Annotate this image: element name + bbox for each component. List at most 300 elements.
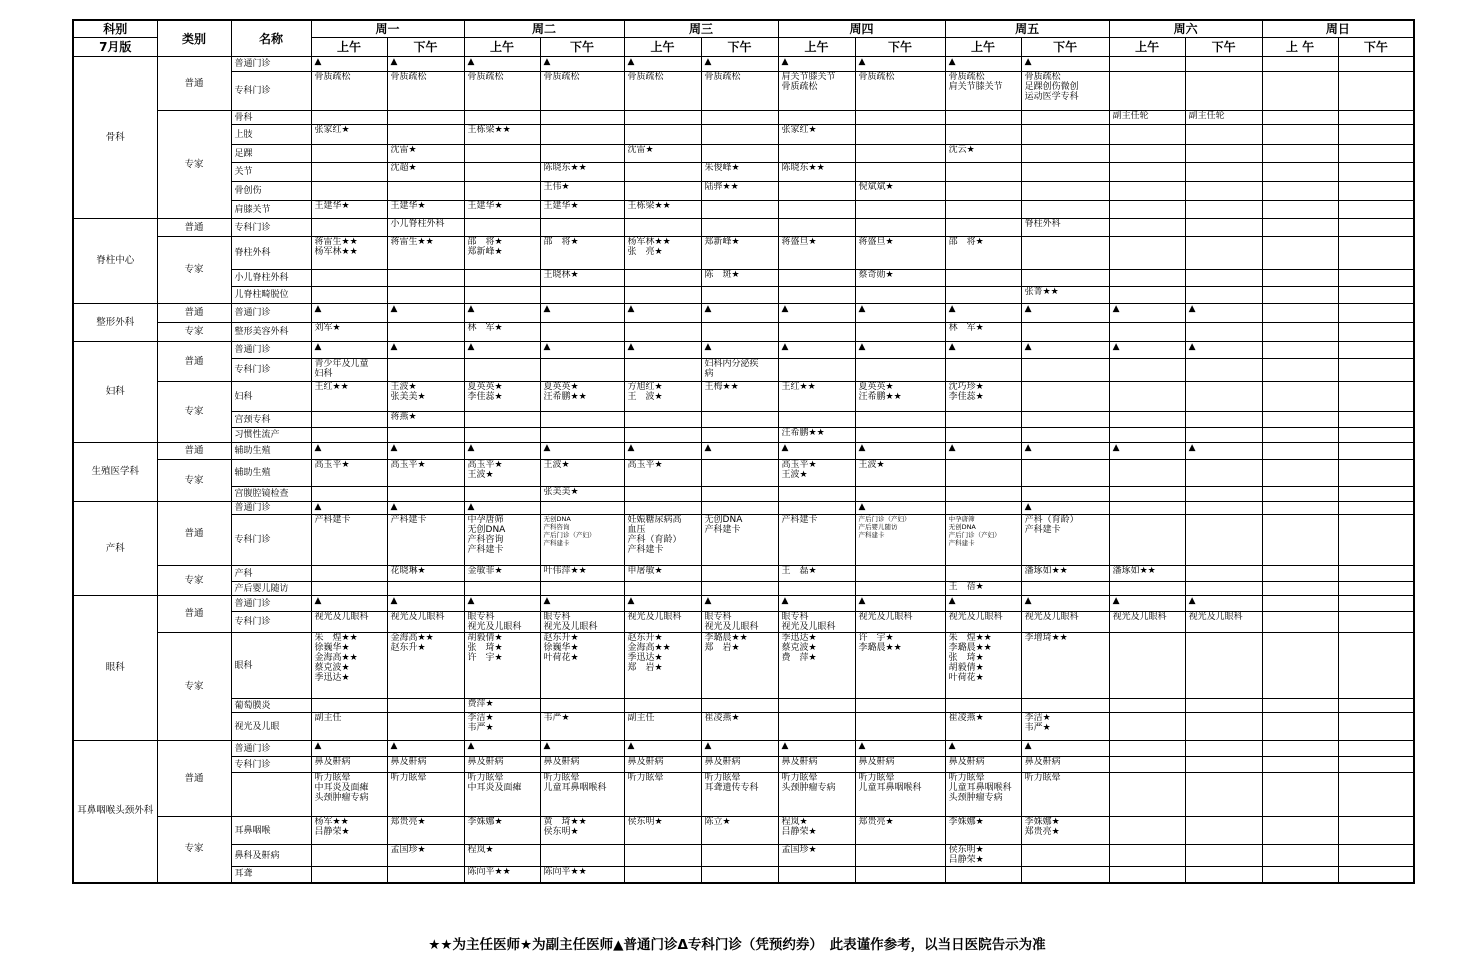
table-row: [73, 287, 1414, 304]
schedule-cell: [701, 145, 778, 163]
schedule-cell: [624, 237, 701, 270]
schedule-cell: [624, 867, 701, 883]
schedule-cell: [540, 359, 624, 382]
schedule-line: 产科建卡: [858, 531, 885, 539]
schedule-cell: 鼻及鼾病: [778, 757, 855, 773]
schedule-line: 夏英英★: [467, 382, 503, 392]
schedule-cell: [855, 582, 945, 596]
schedule-cell: ▲: [464, 502, 540, 515]
schedule-cell: 陈向平★★: [540, 867, 624, 883]
table-row: [73, 270, 1414, 287]
schedule-line: 妊娠糖尿病高: [627, 515, 682, 525]
schedule-cell: [1338, 582, 1414, 596]
schedule-cell: ▲: [540, 304, 624, 323]
schedule-line: 产科建卡: [627, 545, 664, 555]
schedule-cell: ▲: [1109, 596, 1185, 612]
table-row: [73, 72, 1414, 111]
schedule-cell: [1109, 817, 1185, 845]
schedule-cell: 骨质疏松: [387, 72, 464, 111]
schedule-cell: 视光及儿眼科: [1021, 612, 1109, 633]
schedule-cell: [311, 111, 387, 125]
schedule-cell: [1338, 428, 1414, 443]
schedule-cell: [387, 867, 464, 883]
schedule-cell: 听力眩晕: [1021, 773, 1109, 817]
schedule-cell: [778, 182, 855, 201]
schedule-cell: [1021, 270, 1109, 287]
schedule-line: 邵 将★: [467, 237, 503, 247]
table-row: [73, 741, 1414, 757]
schedule-cell: [778, 699, 855, 713]
schedule-cell: ▲: [540, 443, 624, 460]
schedule-line: 夏英英★: [543, 382, 579, 392]
schedule-cell: [778, 145, 855, 163]
schedule-cell: ▲: [387, 443, 464, 460]
schedule-cell: 陈向平★★: [464, 867, 540, 883]
clinic-name: 葡萄膜炎: [231, 699, 311, 713]
schedule-line: 产科建卡: [1024, 525, 1061, 535]
schedule-cell: ▲: [855, 342, 945, 359]
schedule-cell: [855, 412, 945, 428]
schedule-line: 无创DNA: [704, 515, 743, 525]
clinic-name: 普通门诊: [231, 342, 311, 359]
schedule-line: 叶荷花★: [948, 673, 984, 683]
schedule-cell: ▲: [464, 741, 540, 757]
schedule-cell: [464, 145, 540, 163]
schedule-cell: [945, 219, 1021, 237]
table-row: [73, 237, 1414, 270]
schedule-cell: [1338, 566, 1414, 582]
schedule-cell: 视光及儿眼科: [624, 612, 701, 633]
clinic-type: 专家: [157, 237, 231, 304]
schedule-line: 中耳炎及面瘫: [467, 783, 522, 793]
schedule-cell: [1109, 182, 1185, 201]
schedule-cell: [624, 487, 701, 502]
schedule-line: 赵东升★: [543, 633, 579, 643]
schedule-line: 杨军林★★: [627, 237, 671, 247]
schedule-line: 金海高★★: [627, 643, 671, 653]
schedule-cell: [778, 359, 855, 382]
schedule-cell: 王建华★: [540, 201, 624, 219]
schedule-cell: 王 磊★: [778, 566, 855, 582]
schedule-cell: [778, 72, 855, 111]
schedule-cell: [1262, 57, 1338, 72]
schedule-cell: [1262, 612, 1338, 633]
schedule-cell: 蒋燕★: [387, 412, 464, 428]
clinic-type: 普通: [157, 57, 231, 111]
schedule-cell: 鼻及鼾病: [464, 757, 540, 773]
schedule-line: 徐巍华★: [543, 643, 579, 653]
schedule-cell: [464, 382, 540, 412]
header-day-sat: 周六: [1109, 20, 1262, 38]
schedule-cell: [778, 633, 855, 699]
schedule-cell: [464, 633, 540, 699]
schedule-cell: [464, 359, 540, 382]
schedule-cell: ▲: [778, 57, 855, 72]
schedule-cell: [1262, 633, 1338, 699]
schedule-cell: [624, 515, 701, 566]
schedule-cell: [701, 515, 778, 566]
schedule-cell: ▲: [387, 502, 464, 515]
clinic-name: 专科门诊: [231, 359, 311, 382]
schedule-line: 程岚★: [781, 817, 808, 827]
schedule-line: 产科咨询: [543, 523, 570, 531]
schedule-line: 骨质疏松: [781, 82, 818, 92]
schedule-cell: [945, 428, 1021, 443]
header-mon-pm: 下午: [387, 38, 464, 57]
schedule-cell: [1021, 817, 1109, 845]
schedule-cell: ▲: [701, 596, 778, 612]
schedule-cell: [945, 287, 1021, 304]
schedule-line: 头颈肿瘤专病: [948, 793, 1003, 803]
schedule-cell: [624, 219, 701, 237]
schedule-line: 听力眩晕: [543, 773, 580, 783]
schedule-cell: ▲: [387, 741, 464, 757]
schedule-cell: [311, 359, 387, 382]
schedule-cell: [1185, 219, 1262, 237]
schedule-cell: [855, 845, 945, 867]
schedule-cell: ▲: [945, 342, 1021, 359]
clinic-roster-table: [72, 19, 1415, 884]
schedule-line: 韦严★: [1024, 723, 1051, 733]
schedule-cell: [1262, 125, 1338, 145]
schedule-cell: 潘琢如★★: [1109, 566, 1185, 582]
schedule-cell: ▲: [701, 304, 778, 323]
clinic-name: 习惯性流产: [231, 428, 311, 443]
clinic-name: 耳鼻咽喉: [231, 817, 311, 845]
schedule-cell: [540, 412, 624, 428]
table-row: [73, 304, 1414, 323]
schedule-cell: [540, 817, 624, 845]
clinic-name: 足踝: [231, 145, 311, 163]
schedule-cell: [311, 182, 387, 201]
schedule-cell: [945, 72, 1021, 111]
clinic-name: 小儿脊柱外科: [231, 270, 311, 287]
schedule-line: 侯东明★: [948, 845, 984, 855]
schedule-cell: [1262, 845, 1338, 867]
schedule-cell: [778, 111, 855, 125]
schedule-cell: [1262, 219, 1338, 237]
schedule-line: 高玉平★: [781, 460, 817, 470]
schedule-cell: [464, 287, 540, 304]
schedule-cell: [540, 502, 624, 515]
schedule-cell: [1262, 713, 1338, 741]
schedule-cell: [1109, 460, 1185, 487]
schedule-cell: [1185, 502, 1262, 515]
table-row: [73, 443, 1414, 460]
schedule-cell: [464, 163, 540, 182]
schedule-cell: [311, 412, 387, 428]
table-row: [73, 699, 1414, 713]
schedule-cell: 副主任轮: [1109, 111, 1185, 125]
schedule-line: 产科（育龄）: [627, 535, 682, 545]
clinic-type: 专家: [157, 323, 231, 342]
table-row: [73, 145, 1414, 163]
schedule-cell: [1262, 817, 1338, 845]
schedule-line: 听力眩晕: [314, 773, 351, 783]
table-row: [73, 219, 1414, 237]
schedule-cell: [1185, 713, 1262, 741]
schedule-cell: [540, 699, 624, 713]
schedule-cell: [778, 817, 855, 845]
schedule-cell: 陈晓东★★: [778, 163, 855, 182]
schedule-cell: [1338, 237, 1414, 270]
schedule-cell: ▲: [778, 443, 855, 460]
schedule-cell: [1185, 382, 1262, 412]
schedule-cell: [540, 145, 624, 163]
schedule-cell: [945, 111, 1021, 125]
schedule-cell: [945, 163, 1021, 182]
schedule-cell: 侯东明★: [624, 817, 701, 845]
schedule-cell: [701, 287, 778, 304]
schedule-cell: [945, 773, 1021, 817]
schedule-line: 侯东明★: [543, 827, 579, 837]
schedule-cell: [387, 713, 464, 741]
schedule-cell: [701, 412, 778, 428]
schedule-cell: 陈立★: [701, 817, 778, 845]
schedule-cell: [624, 270, 701, 287]
clinic-name: 专科门诊: [231, 72, 311, 111]
schedule-cell: [1021, 145, 1109, 163]
schedule-line: 无创DNA: [948, 523, 976, 531]
schedule-line: 方旭红★: [627, 382, 663, 392]
schedule-line: 汪希鹏★★: [543, 392, 587, 402]
schedule-cell: ▲: [540, 342, 624, 359]
schedule-cell: [1185, 125, 1262, 145]
schedule-cell: 王建华★: [464, 201, 540, 219]
header-tue-pm: 下午: [540, 38, 624, 57]
schedule-cell: [1021, 845, 1109, 867]
schedule-line: 病: [704, 369, 714, 379]
schedule-cell: [1338, 757, 1414, 773]
table-row: [73, 201, 1414, 219]
schedule-line: 高玉平★: [467, 460, 503, 470]
schedule-cell: [778, 270, 855, 287]
table-row: [73, 515, 1414, 566]
schedule-cell: [1021, 359, 1109, 382]
schedule-cell: [387, 487, 464, 502]
schedule-cell: 李增琦★★: [1021, 633, 1109, 699]
clinic-name: 产科: [231, 566, 311, 582]
schedule-line: 费 萍★: [781, 653, 817, 663]
schedule-cell: [1109, 270, 1185, 287]
schedule-cell: [1021, 163, 1109, 182]
schedule-cell: [1338, 287, 1414, 304]
schedule-cell: 程岚★: [464, 845, 540, 867]
schedule-cell: 鼻及鼾病: [701, 757, 778, 773]
schedule-cell: [855, 773, 945, 817]
schedule-cell: [701, 845, 778, 867]
schedule-cell: ▲: [945, 741, 1021, 757]
schedule-cell: [624, 163, 701, 182]
schedule-cell: ▲: [387, 304, 464, 323]
schedule-cell: [778, 219, 855, 237]
header-day-mon: 周一: [311, 20, 464, 38]
schedule-cell: ▲: [701, 741, 778, 757]
schedule-cell: ▲: [1185, 443, 1262, 460]
schedule-line: 运动医学专科: [1024, 92, 1079, 102]
schedule-cell: [1262, 163, 1338, 182]
schedule-cell: [311, 633, 387, 699]
table-row: [73, 111, 1414, 125]
table-row: [73, 817, 1414, 845]
table-row: [73, 359, 1414, 382]
schedule-line: 王波★: [467, 470, 494, 480]
schedule-cell: [540, 428, 624, 443]
schedule-cell: [778, 612, 855, 633]
schedule-line: 朱 煌★★: [948, 633, 992, 643]
schedule-cell: 朱俊峰★: [701, 163, 778, 182]
clinic-name: 眼科: [231, 633, 311, 699]
schedule-cell: ▲: [624, 342, 701, 359]
schedule-cell: ▲: [464, 57, 540, 72]
schedule-cell: 副主任: [311, 713, 387, 741]
clinic-name: 普通门诊: [231, 304, 311, 323]
schedule-cell: 林 军★: [464, 323, 540, 342]
schedule-line: 中孕唐筛: [948, 515, 975, 523]
schedule-cell: [1109, 845, 1185, 867]
clinic-name: 专科门诊: [231, 612, 311, 633]
schedule-cell: 叶伟萍★★: [540, 566, 624, 582]
schedule-cell: [778, 201, 855, 219]
schedule-cell: 鼻及鼾病: [540, 757, 624, 773]
schedule-cell: [1262, 323, 1338, 342]
schedule-cell: [855, 163, 945, 182]
schedule-cell: [1109, 57, 1185, 72]
dept-name: 妇科: [73, 342, 157, 443]
schedule-cell: [1338, 867, 1414, 883]
table-row: [73, 182, 1414, 201]
table-row: [73, 773, 1414, 817]
schedule-cell: [1185, 699, 1262, 713]
schedule-cell: 高玉平★: [387, 460, 464, 487]
schedule-cell: [701, 582, 778, 596]
schedule-cell: [1338, 359, 1414, 382]
schedule-cell: [1021, 382, 1109, 412]
schedule-line: 徐巍华★: [314, 643, 350, 653]
schedule-line: 眼专科: [704, 612, 732, 622]
clinic-type: 普通: [157, 596, 231, 633]
schedule-cell: [1109, 145, 1185, 163]
schedule-cell: [1109, 633, 1185, 699]
schedule-cell: 邵 将★: [540, 237, 624, 270]
schedule-line: 头颈肿瘤专病: [314, 793, 369, 803]
header-day-tue: 周二: [464, 20, 624, 38]
schedule-cell: [945, 412, 1021, 428]
schedule-cell: [1021, 487, 1109, 502]
clinic-type: 普通: [157, 741, 231, 817]
schedule-cell: [1262, 182, 1338, 201]
schedule-cell: 视光及儿眼科: [311, 612, 387, 633]
schedule-cell: [855, 287, 945, 304]
schedule-line: 无创DNA: [467, 525, 506, 535]
schedule-line: 头颈肿瘤专病: [781, 783, 836, 793]
header-sat-am: 上午: [1109, 38, 1185, 57]
schedule-cell: [1262, 773, 1338, 817]
schedule-cell: 王梅★★: [701, 382, 778, 412]
schedule-cell: ▲: [311, 304, 387, 323]
schedule-cell: [624, 382, 701, 412]
schedule-cell: [1262, 304, 1338, 323]
table-row: [73, 757, 1414, 773]
dept-name: 眼科: [73, 596, 157, 741]
schedule-cell: [1338, 713, 1414, 741]
schedule-line: 儿童耳鼻咽喉科: [858, 783, 922, 793]
schedule-cell: [1021, 699, 1109, 713]
schedule-cell: [855, 713, 945, 741]
schedule-cell: [1021, 125, 1109, 145]
schedule-cell: [311, 699, 387, 713]
header-sun-pm: 下午: [1338, 38, 1414, 57]
clinic-type: 专家: [157, 817, 231, 883]
schedule-cell: [1185, 72, 1262, 111]
schedule-cell: ▲: [855, 596, 945, 612]
schedule-line: 妇科内分泌疾: [704, 359, 759, 369]
schedule-cell: [1185, 741, 1262, 757]
schedule-cell: [945, 270, 1021, 287]
schedule-cell: [311, 817, 387, 845]
schedule-cell: [701, 323, 778, 342]
schedule-cell: [1021, 460, 1109, 487]
clinic-name: 妇科: [231, 382, 311, 412]
schedule-cell: [701, 867, 778, 883]
schedule-cell: [701, 111, 778, 125]
clinic-name: 视光及儿眼: [231, 713, 311, 741]
clinic-name: 关节: [231, 163, 311, 182]
schedule-cell: [464, 182, 540, 201]
schedule-cell: [1185, 773, 1262, 817]
schedule-line: 产后门诊（产妇）: [858, 515, 911, 523]
schedule-cell: [1109, 382, 1185, 412]
schedule-cell: 产科建卡: [387, 515, 464, 566]
header-wed-pm: 下午: [701, 38, 778, 57]
schedule-cell: [778, 502, 855, 515]
schedule-cell: [387, 633, 464, 699]
schedule-cell: [1185, 145, 1262, 163]
schedule-line: 汪希鹏★★: [858, 392, 902, 402]
schedule-line: 产科咨询: [467, 535, 504, 545]
schedule-cell: [1021, 428, 1109, 443]
schedule-cell: [701, 612, 778, 633]
schedule-cell: [1109, 412, 1185, 428]
clinic-name: 专科门诊: [231, 757, 311, 773]
table-row: [73, 633, 1414, 699]
schedule-cell: [1109, 757, 1185, 773]
schedule-cell: [855, 515, 945, 566]
schedule-cell: [540, 219, 624, 237]
schedule-line: 叶荷花★: [543, 653, 579, 663]
schedule-cell: [1109, 582, 1185, 596]
schedule-cell: [945, 182, 1021, 201]
schedule-cell: ▲: [540, 57, 624, 72]
clinic-type: 普通: [157, 219, 231, 237]
schedule-cell: 王栋梁★★: [464, 125, 540, 145]
schedule-line: 许 宇★: [467, 653, 503, 663]
clinic-name: 普通门诊: [231, 741, 311, 757]
schedule-cell: [1338, 323, 1414, 342]
schedule-cell: [1338, 125, 1414, 145]
schedule-cell: [1185, 201, 1262, 219]
schedule-cell: [624, 412, 701, 428]
schedule-cell: [1185, 515, 1262, 566]
schedule-cell: [701, 633, 778, 699]
table-row: [73, 57, 1414, 72]
schedule-line: 产后门诊（产妇）: [948, 531, 1001, 539]
schedule-line: 肩关节膝关节: [948, 82, 1003, 92]
schedule-line: 李璐晨★★: [704, 633, 748, 643]
schedule-cell: [387, 699, 464, 713]
schedule-cell: 鼻及鼾病: [1021, 757, 1109, 773]
schedule-cell: [1185, 582, 1262, 596]
